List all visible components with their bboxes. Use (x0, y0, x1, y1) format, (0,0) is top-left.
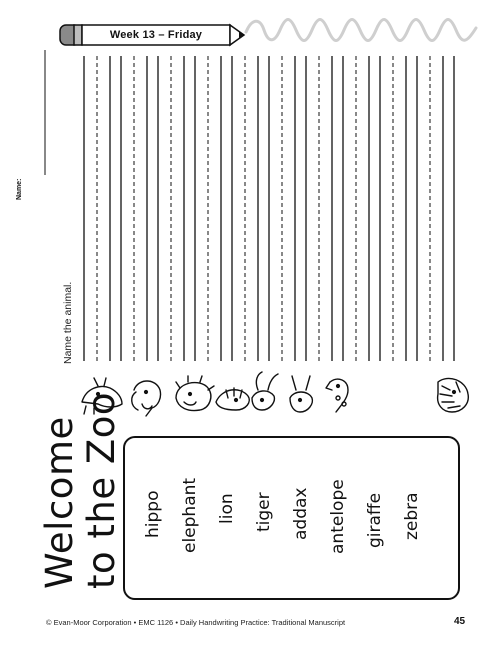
week-label: Week 13 – Friday (109, 29, 203, 41)
word-lion: lion (217, 493, 237, 524)
word-antelope: antelope (328, 479, 348, 554)
word-giraffe: giraffe (365, 492, 385, 548)
giraffe-icon (326, 379, 348, 412)
word-box (123, 436, 460, 600)
name-label: Name: (16, 178, 23, 200)
writing-lines[interactable] (76, 56, 476, 366)
animal-drawings (76, 368, 476, 420)
addax-icon (252, 372, 278, 410)
word-tiger: tiger (254, 492, 274, 532)
word-addax: addax (291, 487, 311, 540)
tiger-icon (216, 388, 249, 410)
word-zebra: zebra (402, 492, 422, 540)
antelope-icon (290, 376, 312, 412)
footer-copyright: © Evan-Moor Corporation • EMC 1126 • Daily Handwriting Practice: Traditional Manuscript (46, 618, 346, 627)
lion-icon (176, 376, 214, 411)
squiggle-line (244, 10, 480, 50)
zebra-icon (438, 378, 469, 412)
instruction-text: Name the animal. (62, 281, 74, 364)
title-line-2: to the Zoo (80, 391, 123, 589)
title-line-1: Welcome (38, 416, 81, 589)
name-field[interactable] (20, 50, 50, 210)
word-hippo: hippo (143, 490, 163, 538)
word-elephant: elephant (180, 477, 200, 553)
page-number: 45 (454, 616, 466, 627)
elephant-icon (132, 381, 161, 416)
